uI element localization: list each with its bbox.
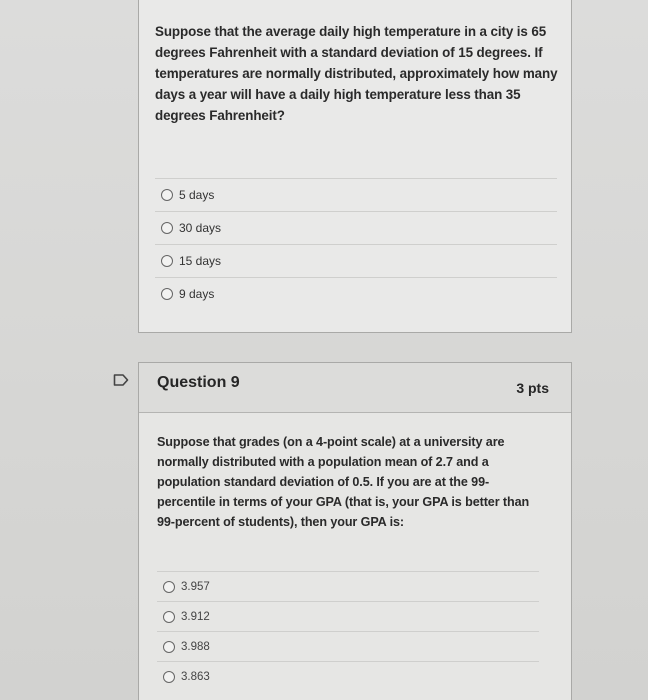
radio-button[interactable]: [163, 611, 175, 623]
answer-option[interactable]: [155, 244, 557, 277]
radio-button[interactable]: [161, 255, 173, 267]
question-8-text: Suppose that the average daily high temperature in a city is 65 degrees Fahrenheit with a standard deviation of 15 degrees. If temperatures are normally distributed, approximately how many days a year will have a daily high temperature less than 35 degrees Fahrenheit?: [155, 24, 558, 123]
question-8-card: [138, 0, 572, 333]
radio-button[interactable]: [161, 189, 173, 201]
answer-label: 3.863: [181, 670, 210, 683]
answer-option[interactable]: [157, 571, 539, 601]
question-title: Question 9: [157, 374, 240, 391]
question-points: 3 pts: [516, 380, 549, 396]
radio-button[interactable]: [161, 222, 173, 234]
answer-option[interactable]: [155, 178, 557, 211]
radio-button[interactable]: [163, 641, 175, 653]
question-9-answers: [157, 571, 539, 691]
answer-label: 9 days: [179, 287, 215, 301]
question-9-text: Suppose that grades (on a 4-point scale) at a university are normally distributed with a population mean of 2.7 and a population standard deviation of 0.5. If you are at the 99-percentile in terms of your GPA (that is, your GPA is better than 99-percent of students), then your GPA is:: [157, 435, 530, 529]
answer-label: 3.957: [181, 580, 210, 593]
radio-button[interactable]: [163, 671, 175, 683]
question-9-card: [138, 362, 572, 700]
question-8-answers: [155, 178, 557, 310]
radio-button[interactable]: [161, 288, 173, 300]
answer-option[interactable]: [157, 661, 539, 691]
answer-label: 15 days: [179, 254, 222, 268]
answer-label: 3.912: [181, 610, 210, 623]
answer-label: 30 days: [179, 221, 222, 235]
answer-option[interactable]: [155, 211, 557, 244]
answer-label: 5 days: [179, 188, 215, 202]
answer-option[interactable]: [157, 601, 539, 631]
radio-button[interactable]: [163, 581, 175, 593]
flag-outline-icon[interactable]: [113, 374, 129, 386]
answer-label: 3.988: [181, 640, 210, 653]
answer-option[interactable]: [155, 277, 557, 310]
question-9-header: [139, 363, 571, 413]
answer-option[interactable]: [157, 631, 539, 661]
